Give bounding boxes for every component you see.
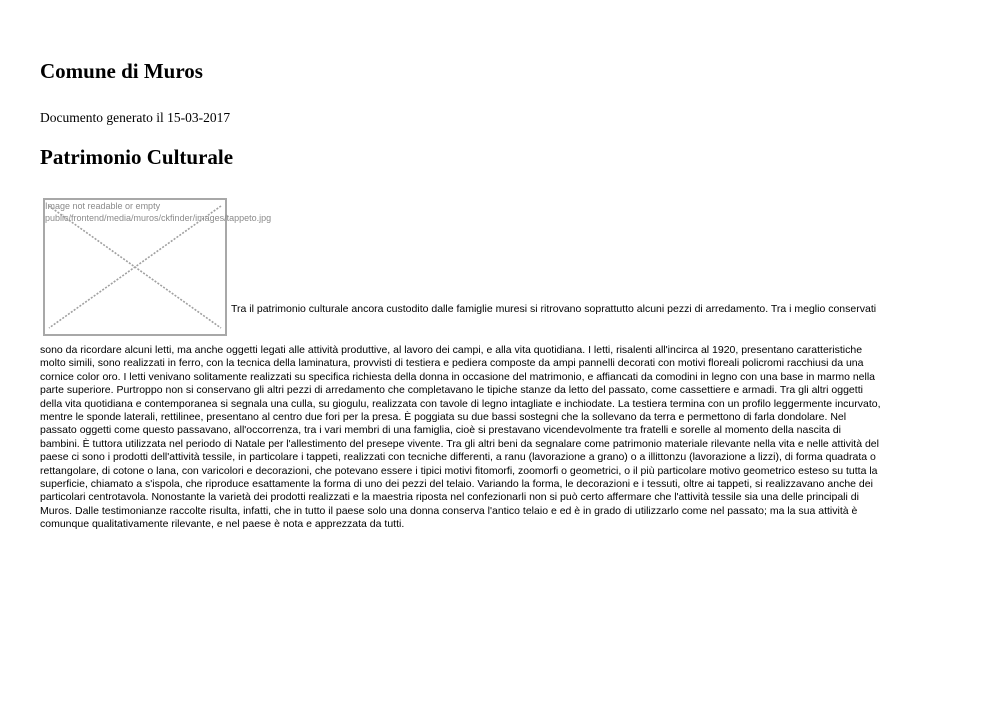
body-line: mentre le sponde laterali, rettilinee, presentano al centro due fori per la presa. È poggiata su due bassi sostegni che la sollevano da terra e permettono di farla dondolare. Nel (40, 411, 847, 424)
image-alt-line-2: public/frontend/media/muros/ckfinder/images/tappeto.jpg (45, 213, 272, 223)
body-line: comunque qualitativamente rilevante, e nel paese è nota e apprezzata da tutti. (40, 518, 405, 531)
body-line: molto simili, sono realizzati in ferro, con la tecnica della laminatura, provvisti di testiera e pediera composte da ampi pannelli decorati con motivi floreali policromi racchiusi da una (40, 357, 864, 370)
image-alt-text (45, 200, 271, 224)
section-heading: Patrimonio Culturale (40, 145, 234, 169)
body-line: parte superiore. Purtroppo non si conservano gli altri pezzi di arredamento che completavano le tipiche stanze da letto del passato, come cassettiere e armadi. Tra gli altri oggetti (40, 384, 863, 397)
generation-date: Documento generato il 15-03-2017 (40, 110, 231, 125)
image-alt-line-1: Image not readable or empty (45, 201, 161, 211)
body-line: sono da ricordare alcuni letti, ma anche oggetti legati alle attività produttive, al lavoro dei campi, e alla vita quotidiana. I letti, risalenti all'incirca al 1920, presentano caratteristiche (40, 344, 863, 356)
body-line: bambini. È tuttora utilizzata nel periodo di Natale per l'allestimento del presepe vivente. Tra gli altri beni da segnalare come patrimonio materiale rilevante nella vita e nelle attività del (40, 437, 879, 450)
body-line: Muros. Dalle testimonianze raccolte risulta, infatti, che in tutto il paese solo una donna conserva l'antico telaio e ed è in grado di utilizzarlo come nel passato; ma la sua attività è (40, 504, 858, 517)
body-line: passato oggetti come questo passavano, all'occorrenza, tra i vari membri di una famiglia, cioè si prestavano vicendevolmente tra fratelli e sorelle al momento della nascita di (40, 424, 841, 437)
body-line: rettangolare, di cotone o lana, con varicolori e decorazioni, che potevano essere i tipici motivi fitomorfi, zoomorfi o geometrici, o il più particolare motivo geometrico esteso su tutta la (40, 464, 878, 477)
body-line: cornice color oro. I letti venivano solitamente realizzati su specifica richiesta della donna in occasione del matrimonio, e affiancati da comodini in legno con una base in marmo nella (40, 370, 876, 383)
body-first-line: Tra il patrimonio culturale ancora custodito dalle famiglie muresi si ritrovano soprattutto alcuni pezzi di arredamento. Tra i meglio conservati (231, 303, 877, 315)
body-line: paese ci sono i prodotti dell'attività tessile, in particolare i tappeti, realizzati con tecniche differenti, a ranu (lavorazione a grano) o a illittonzu (lavorazione a lizzi), di forma quadrata o (40, 451, 876, 464)
body-paragraph (40, 344, 952, 532)
municipality-title: Comune di Muros (40, 59, 203, 83)
body-line: della vita quotidiana e contemporanea si segnala una culla, su giogulu, realizzata con tavole di legno intagliate e inchiodate. La testiera termina con un profilo leggermente incurvato, (40, 397, 881, 410)
body-line: superficie, chiamato a s'ispola, che riproduce esattamente la forma di uno dei pezzi del telaio. Variando la forma, le decorazioni e i tessuti, oltre ai tappeti, si realizzavano anche dei (40, 478, 873, 491)
body-line: particolari centrotavola. Nonostante la varietà dei prodotti realizzati e la maestria riposta nel confezionarli non si può certo affermare che l'attività tessile sia una delle principali di (40, 491, 859, 504)
